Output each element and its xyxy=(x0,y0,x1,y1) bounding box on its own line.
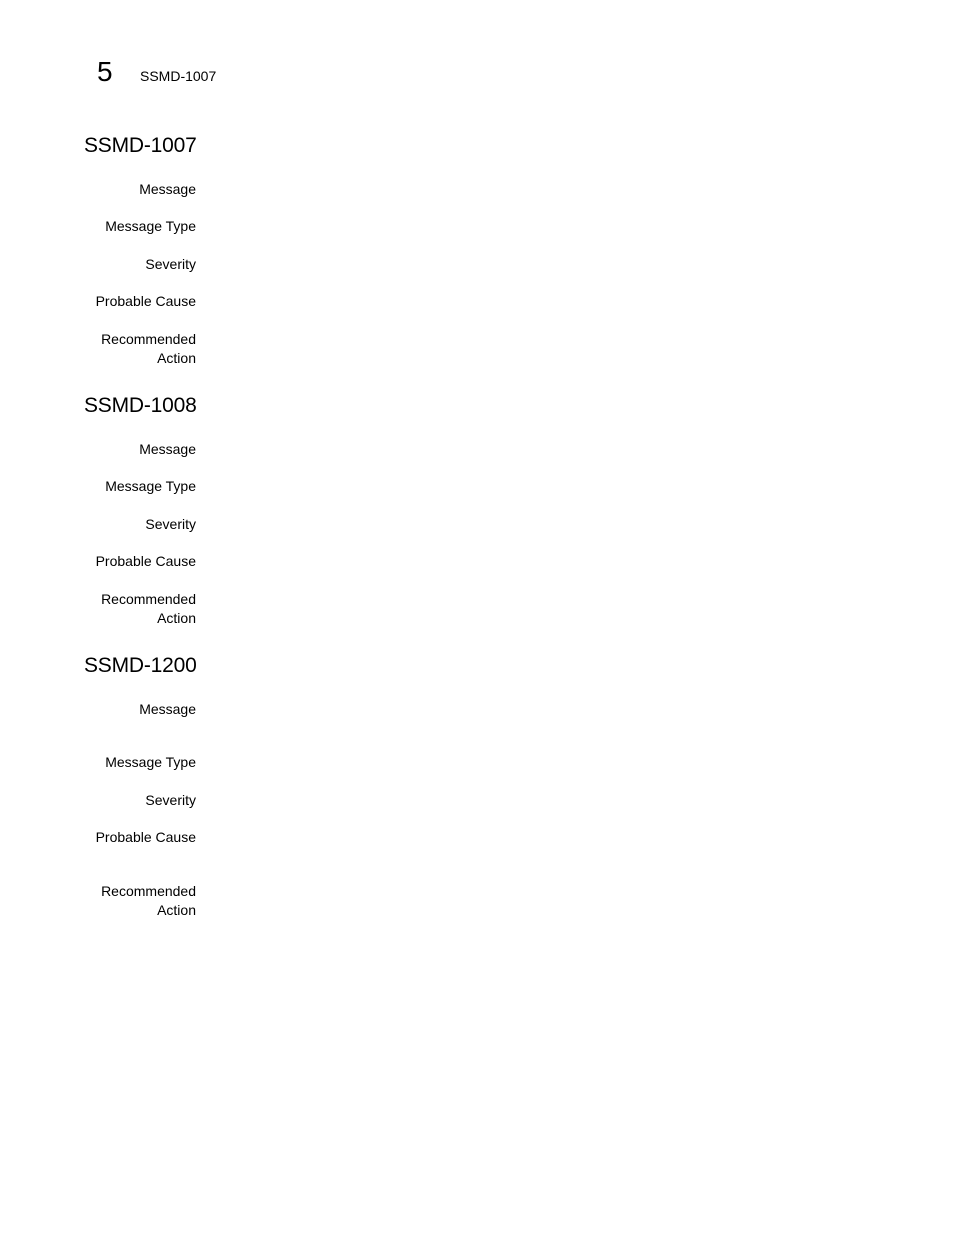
message-section-ssmd-1007 xyxy=(84,133,884,373)
label-message-type: Message Type xyxy=(105,218,196,234)
label-recommended-action-line1: Recommended xyxy=(101,331,196,347)
label-severity: Severity xyxy=(145,516,196,532)
label-recommended-action xyxy=(66,330,196,368)
label-message: Message xyxy=(139,181,196,197)
running-header xyxy=(97,54,216,90)
label-recommended-action xyxy=(66,882,196,920)
label-severity: Severity xyxy=(145,256,196,272)
label-recommended-action xyxy=(66,590,196,628)
running-header-title: SSMD-1007 xyxy=(140,68,217,84)
label-probable-cause: Probable Cause xyxy=(95,553,196,569)
label-recommended-action-line2: Action xyxy=(157,610,196,626)
label-probable-cause: Probable Cause xyxy=(95,829,196,845)
message-section-ssmd-1008 xyxy=(84,393,884,633)
label-message: Message xyxy=(139,441,196,457)
label-message-type: Message Type xyxy=(105,478,196,494)
label-recommended-action-line1: Recommended xyxy=(101,883,196,899)
label-recommended-action-line2: Action xyxy=(157,902,196,918)
section-title: SSMD-1200 xyxy=(84,654,197,677)
chapter-number: 5 xyxy=(97,56,113,87)
section-title: SSMD-1007 xyxy=(84,134,197,157)
label-recommended-action-line2: Action xyxy=(157,350,196,366)
label-recommended-action-line1: Recommended xyxy=(101,591,196,607)
label-probable-cause: Probable Cause xyxy=(95,293,196,309)
label-severity: Severity xyxy=(145,792,196,808)
label-message: Message xyxy=(139,701,196,717)
label-message-type: Message Type xyxy=(105,754,196,770)
section-title: SSMD-1008 xyxy=(84,394,197,417)
message-section-ssmd-1200 xyxy=(84,653,884,933)
